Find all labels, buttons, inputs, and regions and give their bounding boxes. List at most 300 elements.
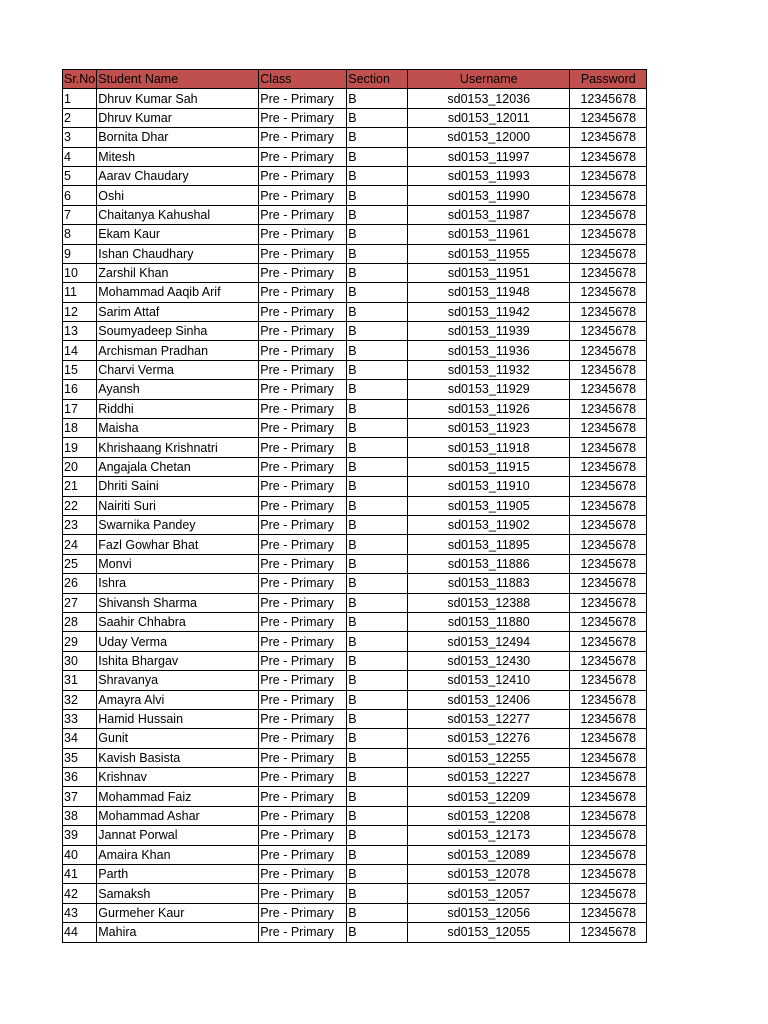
table-row [63, 205, 647, 224]
cell-sr-no: 40 [63, 845, 97, 864]
cell-section: B [347, 632, 408, 651]
cell-student-name: Jannat Porwal [97, 826, 259, 845]
cell-section: B [347, 671, 408, 690]
table-row [63, 826, 647, 845]
cell-class: Pre - Primary [259, 108, 347, 127]
cell-student-name: Mohammad Faiz [97, 787, 259, 806]
cell-class: Pre - Primary [259, 380, 347, 399]
cell-sr-no: 36 [63, 768, 97, 787]
header-sr-no: Sr.No [63, 70, 97, 89]
cell-sr-no: 17 [63, 399, 97, 418]
cell-student-name: Gurmeher Kaur [97, 903, 259, 922]
table-row [63, 108, 647, 127]
table-row [63, 806, 647, 825]
cell-password: 12345678 [570, 709, 647, 728]
cell-section: B [347, 748, 408, 767]
cell-username: sd0153_11895 [408, 535, 570, 554]
table-row [63, 535, 647, 554]
cell-section: B [347, 457, 408, 476]
table-row [63, 128, 647, 147]
table-row [63, 186, 647, 205]
table-row [63, 515, 647, 534]
cell-password: 12345678 [570, 690, 647, 709]
table-row [63, 302, 647, 321]
table-row [63, 225, 647, 244]
cell-class: Pre - Primary [259, 826, 347, 845]
cell-student-name: Aarav Chaudary [97, 166, 259, 185]
cell-sr-no: 6 [63, 186, 97, 205]
cell-section: B [347, 574, 408, 593]
cell-sr-no: 37 [63, 787, 97, 806]
cell-sr-no: 2 [63, 108, 97, 127]
cell-section: B [347, 690, 408, 709]
cell-class: Pre - Primary [259, 612, 347, 631]
cell-password: 12345678 [570, 89, 647, 108]
header-student-name: Student Name [97, 70, 259, 89]
cell-username: sd0153_11886 [408, 554, 570, 573]
cell-student-name: Uday Verma [97, 632, 259, 651]
table-row [63, 380, 647, 399]
cell-class: Pre - Primary [259, 865, 347, 884]
cell-username: sd0153_12000 [408, 128, 570, 147]
cell-password: 12345678 [570, 826, 647, 845]
cell-password: 12345678 [570, 865, 647, 884]
cell-username: sd0153_12056 [408, 903, 570, 922]
cell-section: B [347, 166, 408, 185]
cell-sr-no: 29 [63, 632, 97, 651]
cell-username: sd0153_11987 [408, 205, 570, 224]
cell-sr-no: 22 [63, 496, 97, 515]
table-row [63, 438, 647, 457]
cell-password: 12345678 [570, 787, 647, 806]
cell-username: sd0153_12494 [408, 632, 570, 651]
cell-student-name: Mohammad Ashar [97, 806, 259, 825]
cell-section: B [347, 477, 408, 496]
cell-username: sd0153_11942 [408, 302, 570, 321]
cell-sr-no: 20 [63, 457, 97, 476]
cell-username: sd0153_11929 [408, 380, 570, 399]
cell-student-name: Shivansh Sharma [97, 593, 259, 612]
table-row [63, 845, 647, 864]
cell-class: Pre - Primary [259, 419, 347, 438]
cell-username: sd0153_12208 [408, 806, 570, 825]
cell-username: sd0153_12277 [408, 709, 570, 728]
cell-username: sd0153_12078 [408, 865, 570, 884]
table-row [63, 865, 647, 884]
cell-password: 12345678 [570, 322, 647, 341]
cell-password: 12345678 [570, 283, 647, 302]
table-row [63, 690, 647, 709]
cell-sr-no: 23 [63, 515, 97, 534]
cell-password: 12345678 [570, 166, 647, 185]
cell-student-name: Riddhi [97, 399, 259, 418]
cell-class: Pre - Primary [259, 574, 347, 593]
table-row [63, 263, 647, 282]
cell-sr-no: 25 [63, 554, 97, 573]
table-row [63, 341, 647, 360]
cell-sr-no: 32 [63, 690, 97, 709]
table-row [63, 748, 647, 767]
cell-password: 12345678 [570, 225, 647, 244]
cell-password: 12345678 [570, 923, 647, 942]
table-row [63, 322, 647, 341]
cell-section: B [347, 205, 408, 224]
cell-password: 12345678 [570, 108, 647, 127]
cell-class: Pre - Primary [259, 593, 347, 612]
cell-username: sd0153_12089 [408, 845, 570, 864]
cell-sr-no: 34 [63, 729, 97, 748]
cell-password: 12345678 [570, 128, 647, 147]
cell-class: Pre - Primary [259, 515, 347, 534]
cell-password: 12345678 [570, 263, 647, 282]
table-row [63, 419, 647, 438]
cell-sr-no: 43 [63, 903, 97, 922]
table-row [63, 593, 647, 612]
cell-student-name: Mohammad Aaqib Arif [97, 283, 259, 302]
cell-sr-no: 42 [63, 884, 97, 903]
cell-section: B [347, 302, 408, 321]
cell-section: B [347, 535, 408, 554]
cell-section: B [347, 612, 408, 631]
cell-section: B [347, 283, 408, 302]
cell-username: sd0153_11905 [408, 496, 570, 515]
cell-username: sd0153_11961 [408, 225, 570, 244]
cell-sr-no: 19 [63, 438, 97, 457]
table-row [63, 923, 647, 942]
cell-sr-no: 11 [63, 283, 97, 302]
header-row [63, 70, 647, 89]
cell-section: B [347, 244, 408, 263]
cell-username: sd0153_11951 [408, 263, 570, 282]
cell-section: B [347, 438, 408, 457]
cell-class: Pre - Primary [259, 709, 347, 728]
cell-section: B [347, 496, 408, 515]
cell-class: Pre - Primary [259, 496, 347, 515]
cell-sr-no: 28 [63, 612, 97, 631]
cell-student-name: Mitesh [97, 147, 259, 166]
cell-username: sd0153_12410 [408, 671, 570, 690]
cell-sr-no: 21 [63, 477, 97, 496]
cell-class: Pre - Primary [259, 147, 347, 166]
cell-class: Pre - Primary [259, 89, 347, 108]
cell-sr-no: 4 [63, 147, 97, 166]
cell-class: Pre - Primary [259, 671, 347, 690]
cell-username: sd0153_12255 [408, 748, 570, 767]
cell-section: B [347, 729, 408, 748]
cell-student-name: Saahir Chhabra [97, 612, 259, 631]
cell-username: sd0153_12173 [408, 826, 570, 845]
cell-sr-no: 9 [63, 244, 97, 263]
cell-password: 12345678 [570, 399, 647, 418]
cell-class: Pre - Primary [259, 535, 347, 554]
header-password: Password [570, 70, 647, 89]
cell-student-name: Swarnika Pandey [97, 515, 259, 534]
table-row [63, 496, 647, 515]
cell-student-name: Charvi Verma [97, 360, 259, 379]
cell-password: 12345678 [570, 205, 647, 224]
cell-sr-no: 35 [63, 748, 97, 767]
cell-class: Pre - Primary [259, 729, 347, 748]
cell-section: B [347, 903, 408, 922]
cell-section: B [347, 147, 408, 166]
cell-password: 12345678 [570, 845, 647, 864]
cell-password: 12345678 [570, 244, 647, 263]
cell-username: sd0153_11936 [408, 341, 570, 360]
cell-sr-no: 15 [63, 360, 97, 379]
cell-class: Pre - Primary [259, 244, 347, 263]
cell-password: 12345678 [570, 535, 647, 554]
cell-student-name: Maisha [97, 419, 259, 438]
cell-username: sd0153_12011 [408, 108, 570, 127]
cell-password: 12345678 [570, 903, 647, 922]
cell-section: B [347, 826, 408, 845]
cell-section: B [347, 341, 408, 360]
cell-sr-no: 10 [63, 263, 97, 282]
cell-class: Pre - Primary [259, 399, 347, 418]
cell-class: Pre - Primary [259, 903, 347, 922]
cell-sr-no: 27 [63, 593, 97, 612]
cell-password: 12345678 [570, 768, 647, 787]
cell-section: B [347, 263, 408, 282]
cell-section: B [347, 865, 408, 884]
cell-username: sd0153_11939 [408, 322, 570, 341]
cell-username: sd0153_12036 [408, 89, 570, 108]
cell-student-name: Amayra Alvi [97, 690, 259, 709]
table-row [63, 89, 647, 108]
table-row [63, 768, 647, 787]
cell-password: 12345678 [570, 515, 647, 534]
cell-student-name: Soumyadeep Sinha [97, 322, 259, 341]
cell-section: B [347, 884, 408, 903]
cell-sr-no: 8 [63, 225, 97, 244]
cell-username: sd0153_12388 [408, 593, 570, 612]
cell-student-name: Dhruv Kumar Sah [97, 89, 259, 108]
cell-student-name: Zarshil Khan [97, 263, 259, 282]
cell-username: sd0153_11910 [408, 477, 570, 496]
table-row [63, 283, 647, 302]
cell-class: Pre - Primary [259, 302, 347, 321]
cell-password: 12345678 [570, 632, 647, 651]
cell-sr-no: 16 [63, 380, 97, 399]
cell-student-name: Ayansh [97, 380, 259, 399]
cell-student-name: Chaitanya Kahushal [97, 205, 259, 224]
table-row [63, 612, 647, 631]
cell-student-name: Ekam Kaur [97, 225, 259, 244]
cell-sr-no: 44 [63, 923, 97, 942]
cell-section: B [347, 399, 408, 418]
cell-class: Pre - Primary [259, 283, 347, 302]
cell-sr-no: 24 [63, 535, 97, 554]
table-row [63, 787, 647, 806]
header-username: Username [408, 70, 570, 89]
cell-class: Pre - Primary [259, 225, 347, 244]
cell-class: Pre - Primary [259, 748, 347, 767]
cell-password: 12345678 [570, 806, 647, 825]
cell-sr-no: 12 [63, 302, 97, 321]
cell-student-name: Khrishaang Krishnatri [97, 438, 259, 457]
cell-class: Pre - Primary [259, 884, 347, 903]
cell-username: sd0153_12430 [408, 651, 570, 670]
header-section: Section [347, 70, 408, 89]
cell-section: B [347, 806, 408, 825]
cell-password: 12345678 [570, 457, 647, 476]
cell-section: B [347, 651, 408, 670]
cell-username: sd0153_12209 [408, 787, 570, 806]
student-credentials-table [62, 69, 647, 943]
header-class: Class [259, 70, 347, 89]
cell-password: 12345678 [570, 438, 647, 457]
table-row [63, 651, 647, 670]
cell-username: sd0153_11883 [408, 574, 570, 593]
cell-section: B [347, 108, 408, 127]
cell-username: sd0153_11955 [408, 244, 570, 263]
cell-student-name: Sarim Attaf [97, 302, 259, 321]
cell-class: Pre - Primary [259, 845, 347, 864]
cell-section: B [347, 225, 408, 244]
table-row [63, 903, 647, 922]
cell-section: B [347, 360, 408, 379]
cell-password: 12345678 [570, 729, 647, 748]
cell-student-name: Dhruv Kumar [97, 108, 259, 127]
table-row [63, 244, 647, 263]
cell-username: sd0153_11923 [408, 419, 570, 438]
cell-sr-no: 31 [63, 671, 97, 690]
cell-password: 12345678 [570, 671, 647, 690]
cell-username: sd0153_12055 [408, 923, 570, 942]
cell-class: Pre - Primary [259, 554, 347, 573]
cell-sr-no: 38 [63, 806, 97, 825]
cell-section: B [347, 380, 408, 399]
cell-class: Pre - Primary [259, 205, 347, 224]
table-row [63, 574, 647, 593]
cell-student-name: Samaksh [97, 884, 259, 903]
cell-password: 12345678 [570, 651, 647, 670]
cell-section: B [347, 709, 408, 728]
cell-username: sd0153_11902 [408, 515, 570, 534]
cell-sr-no: 41 [63, 865, 97, 884]
cell-section: B [347, 768, 408, 787]
cell-password: 12345678 [570, 593, 647, 612]
cell-section: B [347, 845, 408, 864]
cell-sr-no: 14 [63, 341, 97, 360]
cell-username: sd0153_11926 [408, 399, 570, 418]
cell-section: B [347, 186, 408, 205]
cell-username: sd0153_11880 [408, 612, 570, 631]
cell-class: Pre - Primary [259, 806, 347, 825]
cell-password: 12345678 [570, 341, 647, 360]
cell-username: sd0153_11997 [408, 147, 570, 166]
cell-password: 12345678 [570, 496, 647, 515]
cell-class: Pre - Primary [259, 360, 347, 379]
table-row [63, 477, 647, 496]
cell-password: 12345678 [570, 884, 647, 903]
cell-student-name: Parth [97, 865, 259, 884]
cell-password: 12345678 [570, 554, 647, 573]
cell-password: 12345678 [570, 612, 647, 631]
cell-student-name: Ishra [97, 574, 259, 593]
cell-password: 12345678 [570, 302, 647, 321]
cell-class: Pre - Primary [259, 186, 347, 205]
table-header [63, 70, 647, 89]
table-body [63, 89, 647, 942]
cell-username: sd0153_12057 [408, 884, 570, 903]
cell-student-name: Shravanya [97, 671, 259, 690]
cell-section: B [347, 554, 408, 573]
cell-sr-no: 30 [63, 651, 97, 670]
cell-student-name: Angajala Chetan [97, 457, 259, 476]
cell-sr-no: 1 [63, 89, 97, 108]
cell-student-name: Bornita Dhar [97, 128, 259, 147]
cell-sr-no: 5 [63, 166, 97, 185]
cell-class: Pre - Primary [259, 128, 347, 147]
cell-student-name: Monvi [97, 554, 259, 573]
cell-password: 12345678 [570, 360, 647, 379]
cell-student-name: Ishan Chaudhary [97, 244, 259, 263]
cell-password: 12345678 [570, 574, 647, 593]
cell-password: 12345678 [570, 748, 647, 767]
cell-student-name: Archisman Pradhan [97, 341, 259, 360]
cell-sr-no: 39 [63, 826, 97, 845]
cell-password: 12345678 [570, 186, 647, 205]
cell-password: 12345678 [570, 147, 647, 166]
table-row [63, 360, 647, 379]
cell-student-name: Dhriti Saini [97, 477, 259, 496]
cell-student-name: Kavish Basista [97, 748, 259, 767]
cell-username: sd0153_11993 [408, 166, 570, 185]
cell-class: Pre - Primary [259, 923, 347, 942]
cell-section: B [347, 515, 408, 534]
table-row [63, 632, 647, 651]
cell-password: 12345678 [570, 419, 647, 438]
table-row [63, 399, 647, 418]
cell-student-name: Oshi [97, 186, 259, 205]
table-row [63, 709, 647, 728]
cell-sr-no: 33 [63, 709, 97, 728]
cell-class: Pre - Primary [259, 651, 347, 670]
table-row [63, 671, 647, 690]
cell-username: sd0153_11990 [408, 186, 570, 205]
cell-username: sd0153_11948 [408, 283, 570, 302]
cell-student-name: Fazl Gowhar Bhat [97, 535, 259, 554]
cell-password: 12345678 [570, 477, 647, 496]
table-row [63, 729, 647, 748]
table-row [63, 166, 647, 185]
cell-class: Pre - Primary [259, 438, 347, 457]
cell-student-name: Amaira Khan [97, 845, 259, 864]
cell-class: Pre - Primary [259, 690, 347, 709]
cell-section: B [347, 593, 408, 612]
cell-student-name: Krishnav [97, 768, 259, 787]
cell-student-name: Ishita Bhargav [97, 651, 259, 670]
cell-class: Pre - Primary [259, 477, 347, 496]
cell-username: sd0153_11932 [408, 360, 570, 379]
cell-section: B [347, 322, 408, 341]
cell-student-name: Mahira [97, 923, 259, 942]
table-row [63, 147, 647, 166]
cell-student-name: Nairiti Suri [97, 496, 259, 515]
cell-sr-no: 3 [63, 128, 97, 147]
cell-username: sd0153_12406 [408, 690, 570, 709]
cell-student-name: Gunit [97, 729, 259, 748]
cell-class: Pre - Primary [259, 263, 347, 282]
cell-sr-no: 26 [63, 574, 97, 593]
cell-class: Pre - Primary [259, 632, 347, 651]
cell-class: Pre - Primary [259, 787, 347, 806]
cell-username: sd0153_12276 [408, 729, 570, 748]
cell-student-name: Hamid Hussain [97, 709, 259, 728]
cell-username: sd0153_12227 [408, 768, 570, 787]
cell-username: sd0153_11915 [408, 457, 570, 476]
